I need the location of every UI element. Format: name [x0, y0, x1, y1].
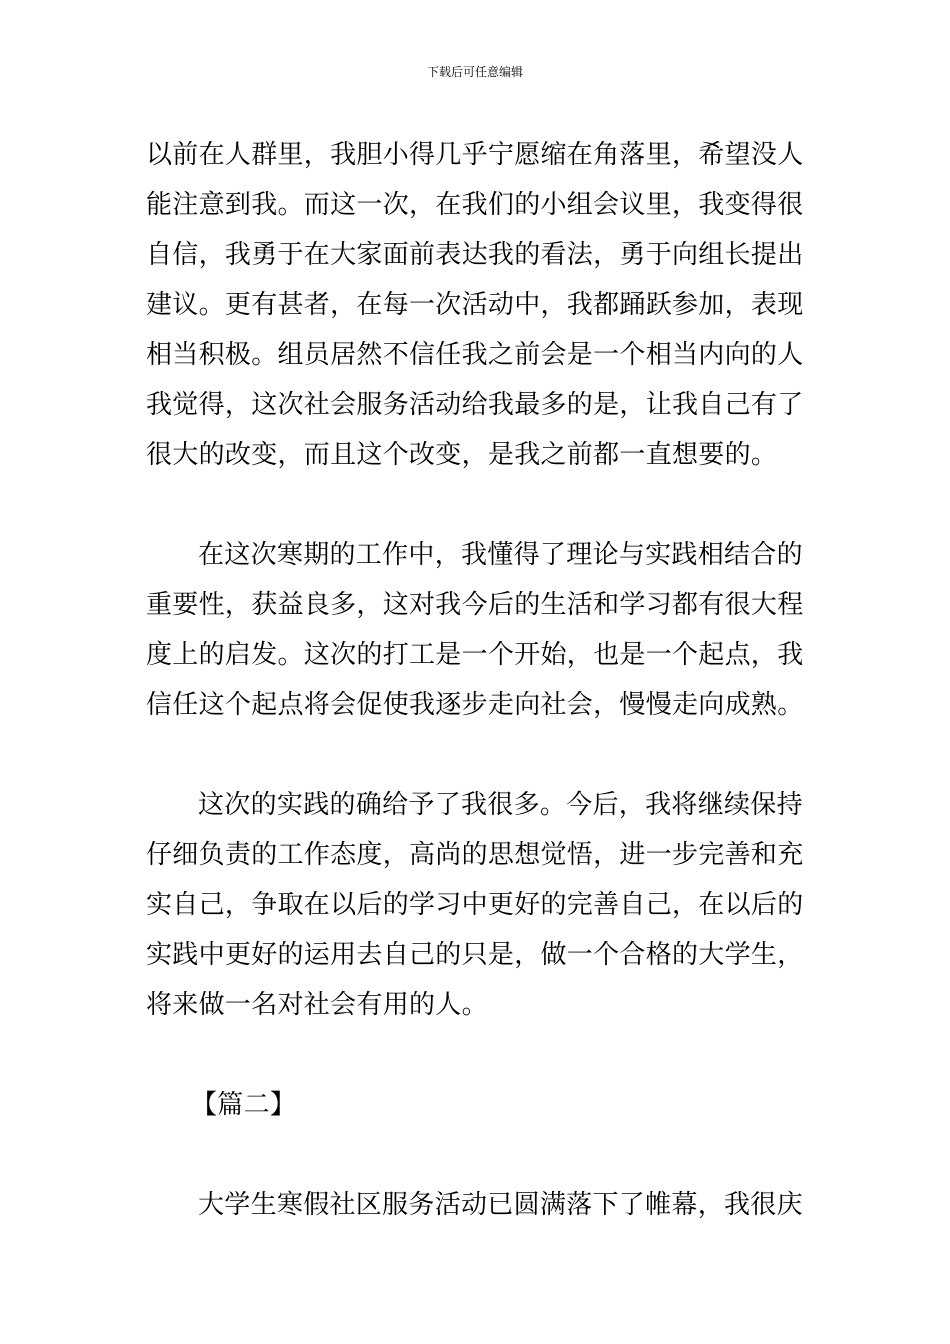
text-line: 以前在人群里，我胆小得几乎宁愿缩在角落里，希望没人	[146, 140, 804, 170]
text-line: 信任这个起点将会促使我逐步走向社会，慢慢走向成熟。	[146, 690, 804, 720]
section-heading	[146, 1080, 806, 1130]
text-line: 自信，我勇于在大家面前表达我的看法，勇于向组长提出	[146, 240, 804, 270]
paragraph-2	[146, 530, 806, 730]
text-line: 度上的启发。这次的打工是一个开始，也是一个起点，我	[146, 640, 804, 670]
text-line: 仔细负责的工作态度，高尚的思想觉悟，进一步完善和充	[146, 840, 804, 870]
paragraph-gap	[146, 730, 806, 780]
text-line: 在这次寒期的工作中，我懂得了理论与实践相结合的	[198, 540, 803, 570]
text-line: 相当积极。组员居然不信任我之前会是一个相当内向的人	[146, 340, 804, 370]
text-line: 我觉得，这次社会服务活动给我最多的是，让我自己有了	[146, 390, 804, 420]
text-line: 实践中更好的运用去自己的只是，做一个合格的大学生，	[146, 940, 804, 970]
paragraph-gap	[146, 480, 806, 530]
text-line: 实自己，争取在以后的学习中更好的完善自己，在以后的	[146, 890, 804, 920]
paragraph-1	[146, 130, 806, 480]
text-line: 这次的实践的确给予了我很多。今后，我将继续保持	[198, 790, 803, 820]
paragraph-3	[146, 780, 806, 1030]
text-line: 能注意到我。而这一次，在我们的小组会议里，我变得很	[146, 190, 804, 220]
text-line: 将来做一名对社会有用的人。	[146, 990, 488, 1020]
paragraph-gap	[146, 1030, 806, 1080]
text-line: 很大的改变，而且这个改变，是我之前都一直想要的。	[146, 440, 778, 470]
text-line: 大学生寒假社区服务活动已圆满落下了帷幕，我很庆	[198, 1190, 803, 1220]
section-heading-text: 【篇二】	[191, 1090, 297, 1120]
text-line: 建议。更有甚者，在每一次活动中，我都踊跃参加，表现	[146, 290, 804, 320]
paragraph-gap	[146, 1130, 806, 1180]
paragraph-4	[146, 1180, 806, 1230]
document-body	[146, 130, 806, 1230]
page-header: 下载后可任意编辑	[426, 65, 523, 79]
text-line: 重要性，获益良多，这对我今后的生活和学习都有很大程	[146, 590, 804, 620]
